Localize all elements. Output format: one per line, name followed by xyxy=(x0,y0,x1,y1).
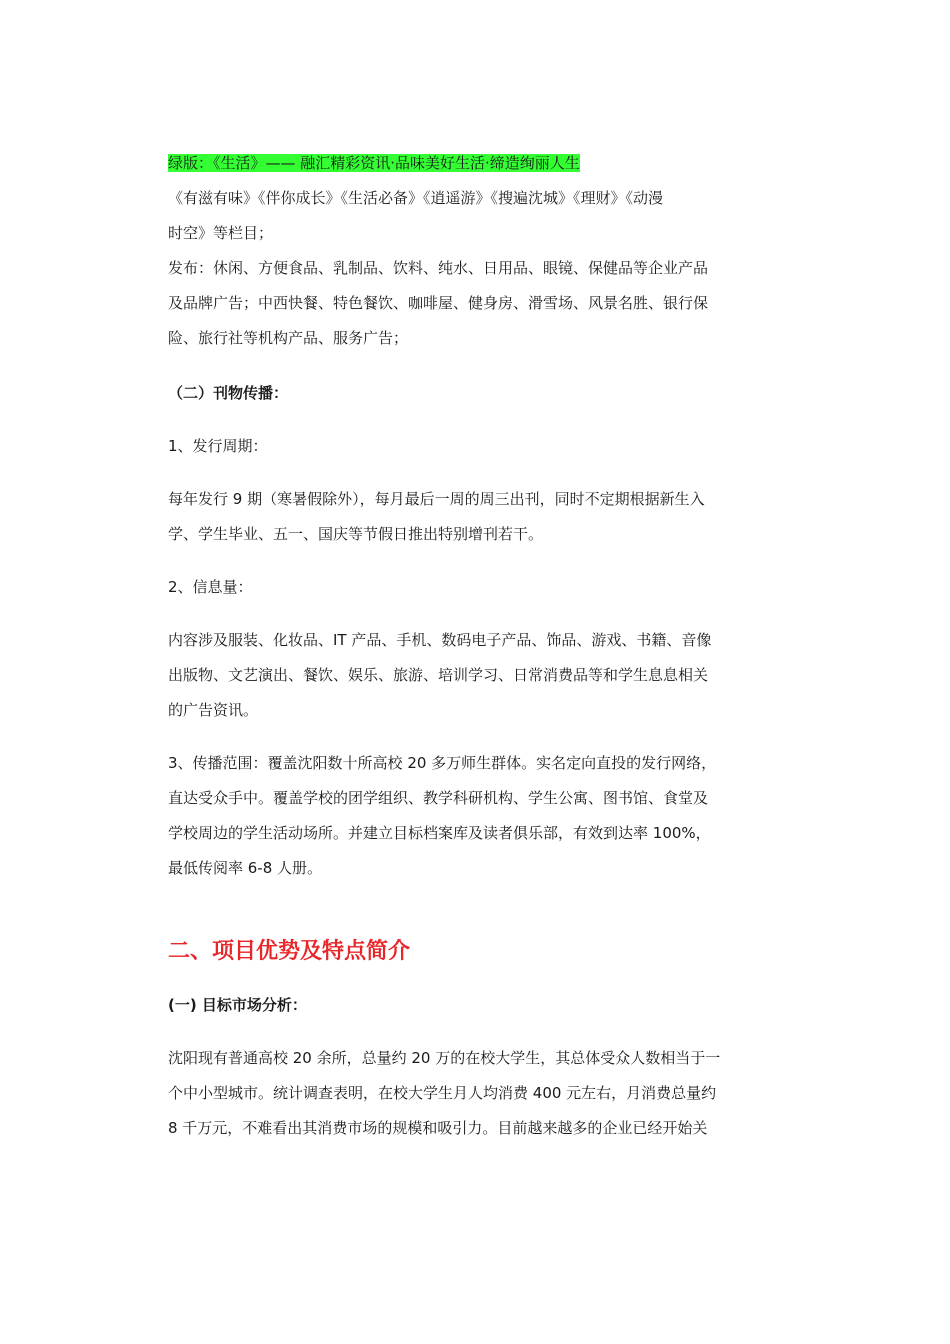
info-heading: 2、信息量： xyxy=(168,578,253,596)
market-analysis-heading: (一) 目标市场分析： xyxy=(168,996,307,1014)
market-para-line-2: 个中小型城市。统计调查表明，在校大学生月人均消费 400 元左右，月消费总量约 xyxy=(168,1084,717,1102)
green-section-title xyxy=(168,146,782,181)
columns-line-1: 《有滋有味》《伴你成长》《生活必备》《逍遥游》《搜遍沈城》《理财》《动漫 xyxy=(168,189,664,207)
section2-heading: 二、项目优势及特点简介 xyxy=(168,939,411,964)
columns-line-2: 时空》等栏目； xyxy=(168,224,274,242)
green-highlight-title: 绿版：《生活》—— 融汇精彩资讯·品味美好生活·缔造绚丽人生 xyxy=(168,154,580,172)
cycle-line-1: 每年发行 9 期（寒暑假除外），每月最后一周的周三出刊，同时不定期根据新生入 xyxy=(168,490,705,508)
market-para-line-3: 8 千万元，不难看出其消费市场的规模和吸引力。目前越来越多的企业已经开始关 xyxy=(168,1119,708,1137)
document-page xyxy=(168,146,782,1146)
range-line-2: 直达受众手中。覆盖学校的团学组织、教学科研机构、学生公寓、图书馆、食堂及 xyxy=(168,789,709,807)
publish-line-2: 及品牌广告；中西快餐、特色餐饮、咖啡屋、健身房、滑雪场、风景名胜、银行保 xyxy=(168,294,709,312)
range-line-4: 最低传阅率 6-8 人册。 xyxy=(168,859,323,877)
publish-line-1: 发布：休闲、方便食品、乳制品、饮料、纯水、日用品、眼镜、保健品等企业产品 xyxy=(168,259,709,277)
publish-line-3: 险、旅行社等机构产品、服务广告； xyxy=(168,329,409,347)
cycle-line-2: 学、学生毕业、五一、国庆等节假日推出特别增刊若干。 xyxy=(168,525,544,543)
info-line-2: 出版物、文艺演出、餐饮、娱乐、旅游、培训学习、日常消费品等和学生息息相关 xyxy=(168,666,709,684)
info-line-1: 内容涉及服装、化妆品、IT 产品、手机、数码电子产品、饰品、游戏、书籍、音像 xyxy=(168,631,712,649)
range-line-1: 3、传播范围：覆盖沈阳数十所高校 20 多万师生群体。实名定向直投的发行网络， xyxy=(168,754,717,772)
cycle-heading: 1、发行周期： xyxy=(168,437,268,455)
market-para-line-1: 沈阳现有普通高校 20 余所，总量约 20 万的在校大学生，其总体受众人数相当于一 xyxy=(168,1049,721,1067)
periodical-heading: （二）刊物传播： xyxy=(168,384,289,402)
info-line-3: 的广告资讯。 xyxy=(168,701,259,719)
range-line-3: 学校周边的学生活动场所。并建立目标档案库及读者俱乐部，有效到达率 100%， xyxy=(168,824,711,842)
